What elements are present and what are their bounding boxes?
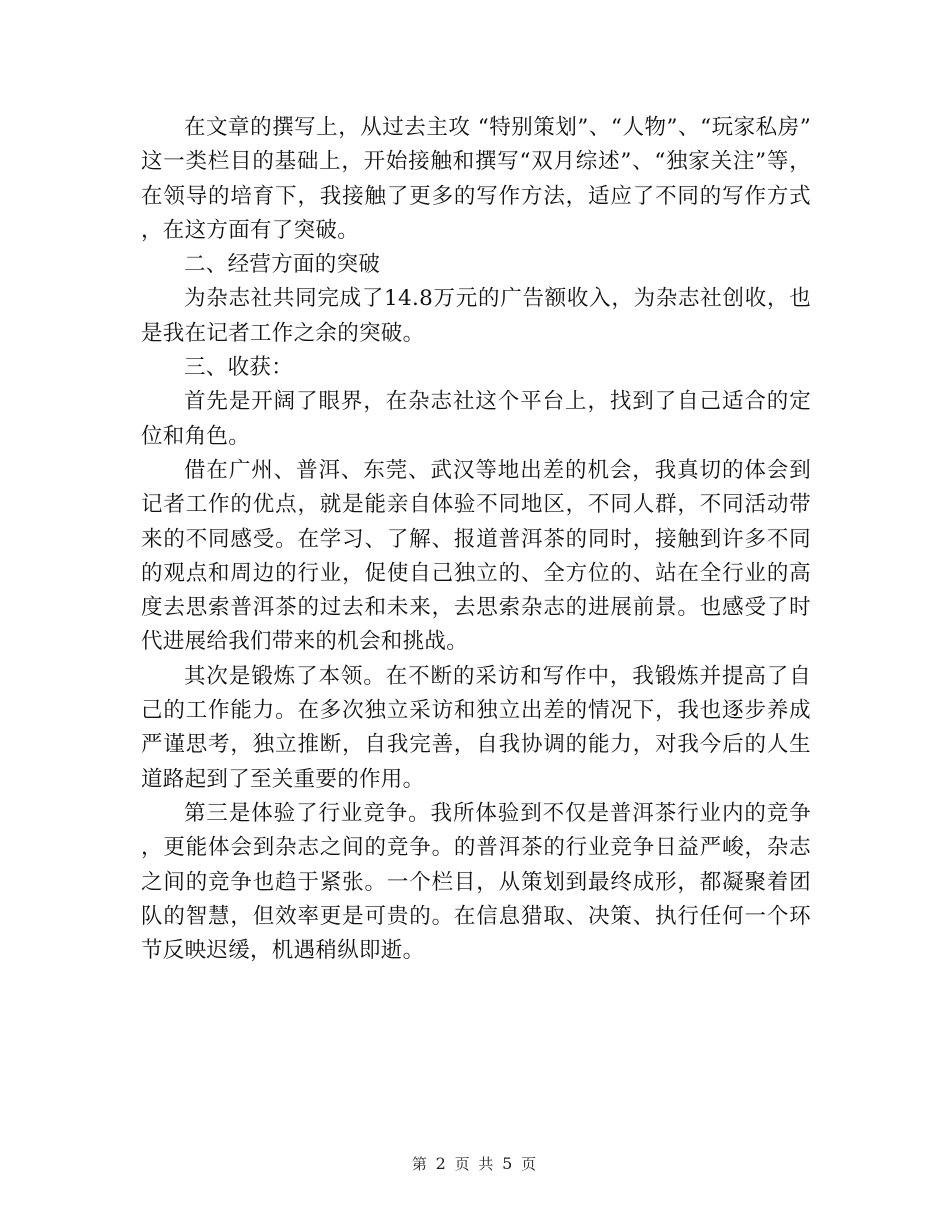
paragraph-industry-competition: 第三是体验了行业竞争。我所体验到不仅是普洱茶行业内的竞争，更能体会到杂志之间的竞争。的普洱茶的行业竞争日益严峻，杂志之间的竞争也趋于紧张。一个栏目，从策划到最终成形，都凝聚着团队的智慧，但效率更是可贵的。在信息猎取、决策、执行任何一个环节反映迟缓，机遇稍纵即逝。	[141, 800, 811, 964]
paragraph-business-trips: 借在广州、普洱、东莞、武汉等地出差的机会，我真切的体会到记者工作的优点，就是能亲自体验不同地区，不同人群，不同活动带来的不同感受。在学习、了解、报道普洱茶的同时，接触到许多不同的观点和周边的行业，促使自己独立的、全方位的、站在全行业的高度去思索普洱茶的过去和未来，去思索杂志的进展前景。也感受了时代进展给我们带来的机会和挑战。	[141, 457, 811, 655]
footer-prefix: 第	[411, 1155, 429, 1173]
footer-current-page: 2	[435, 1154, 448, 1173]
document-body	[141, 111, 811, 968]
paragraph-broadened-horizons: 首先是开阔了眼界，在杂志社这个平台上，找到了自己适合的定位和角色。	[141, 389, 811, 449]
footer-middle: 页 共	[454, 1155, 496, 1173]
heading-gains: 三、收获：	[184, 355, 294, 381]
footer-suffix: 页	[521, 1155, 539, 1173]
paragraph-skills-training: 其次是锻炼了本领。在不断的采访和写作中，我锻炼并提高了自己的工作能力。在多次独立采访和独立出差的情况下，我也逐步养成严谨思考，独立推断，自我完善，自我协调的能力，对我今后的人生道路起到了至关重要的作用。	[141, 663, 811, 792]
footer-total-pages: 5	[502, 1154, 515, 1173]
paragraph-writing-breakthrough: 在文章的撰写上，从过去主攻 “特别策划”、“人物”、“玩家私房”这一类栏目的基础上，开始接触和撰写“双月综述”、“独家关注”等，在领导的培育下，我接触了更多的写作方法，适应了不同的写作方式，在这方面有了突破。	[141, 115, 811, 243]
paragraph-ad-revenue: 为杂志社共同完成了14.8万元的广告额收入，为杂志社创收，也是我在记者工作之余的突破。	[141, 286, 811, 346]
heading-business-breakthrough: 二、经营方面的突破	[184, 252, 381, 278]
page-footer	[0, 1153, 950, 1174]
